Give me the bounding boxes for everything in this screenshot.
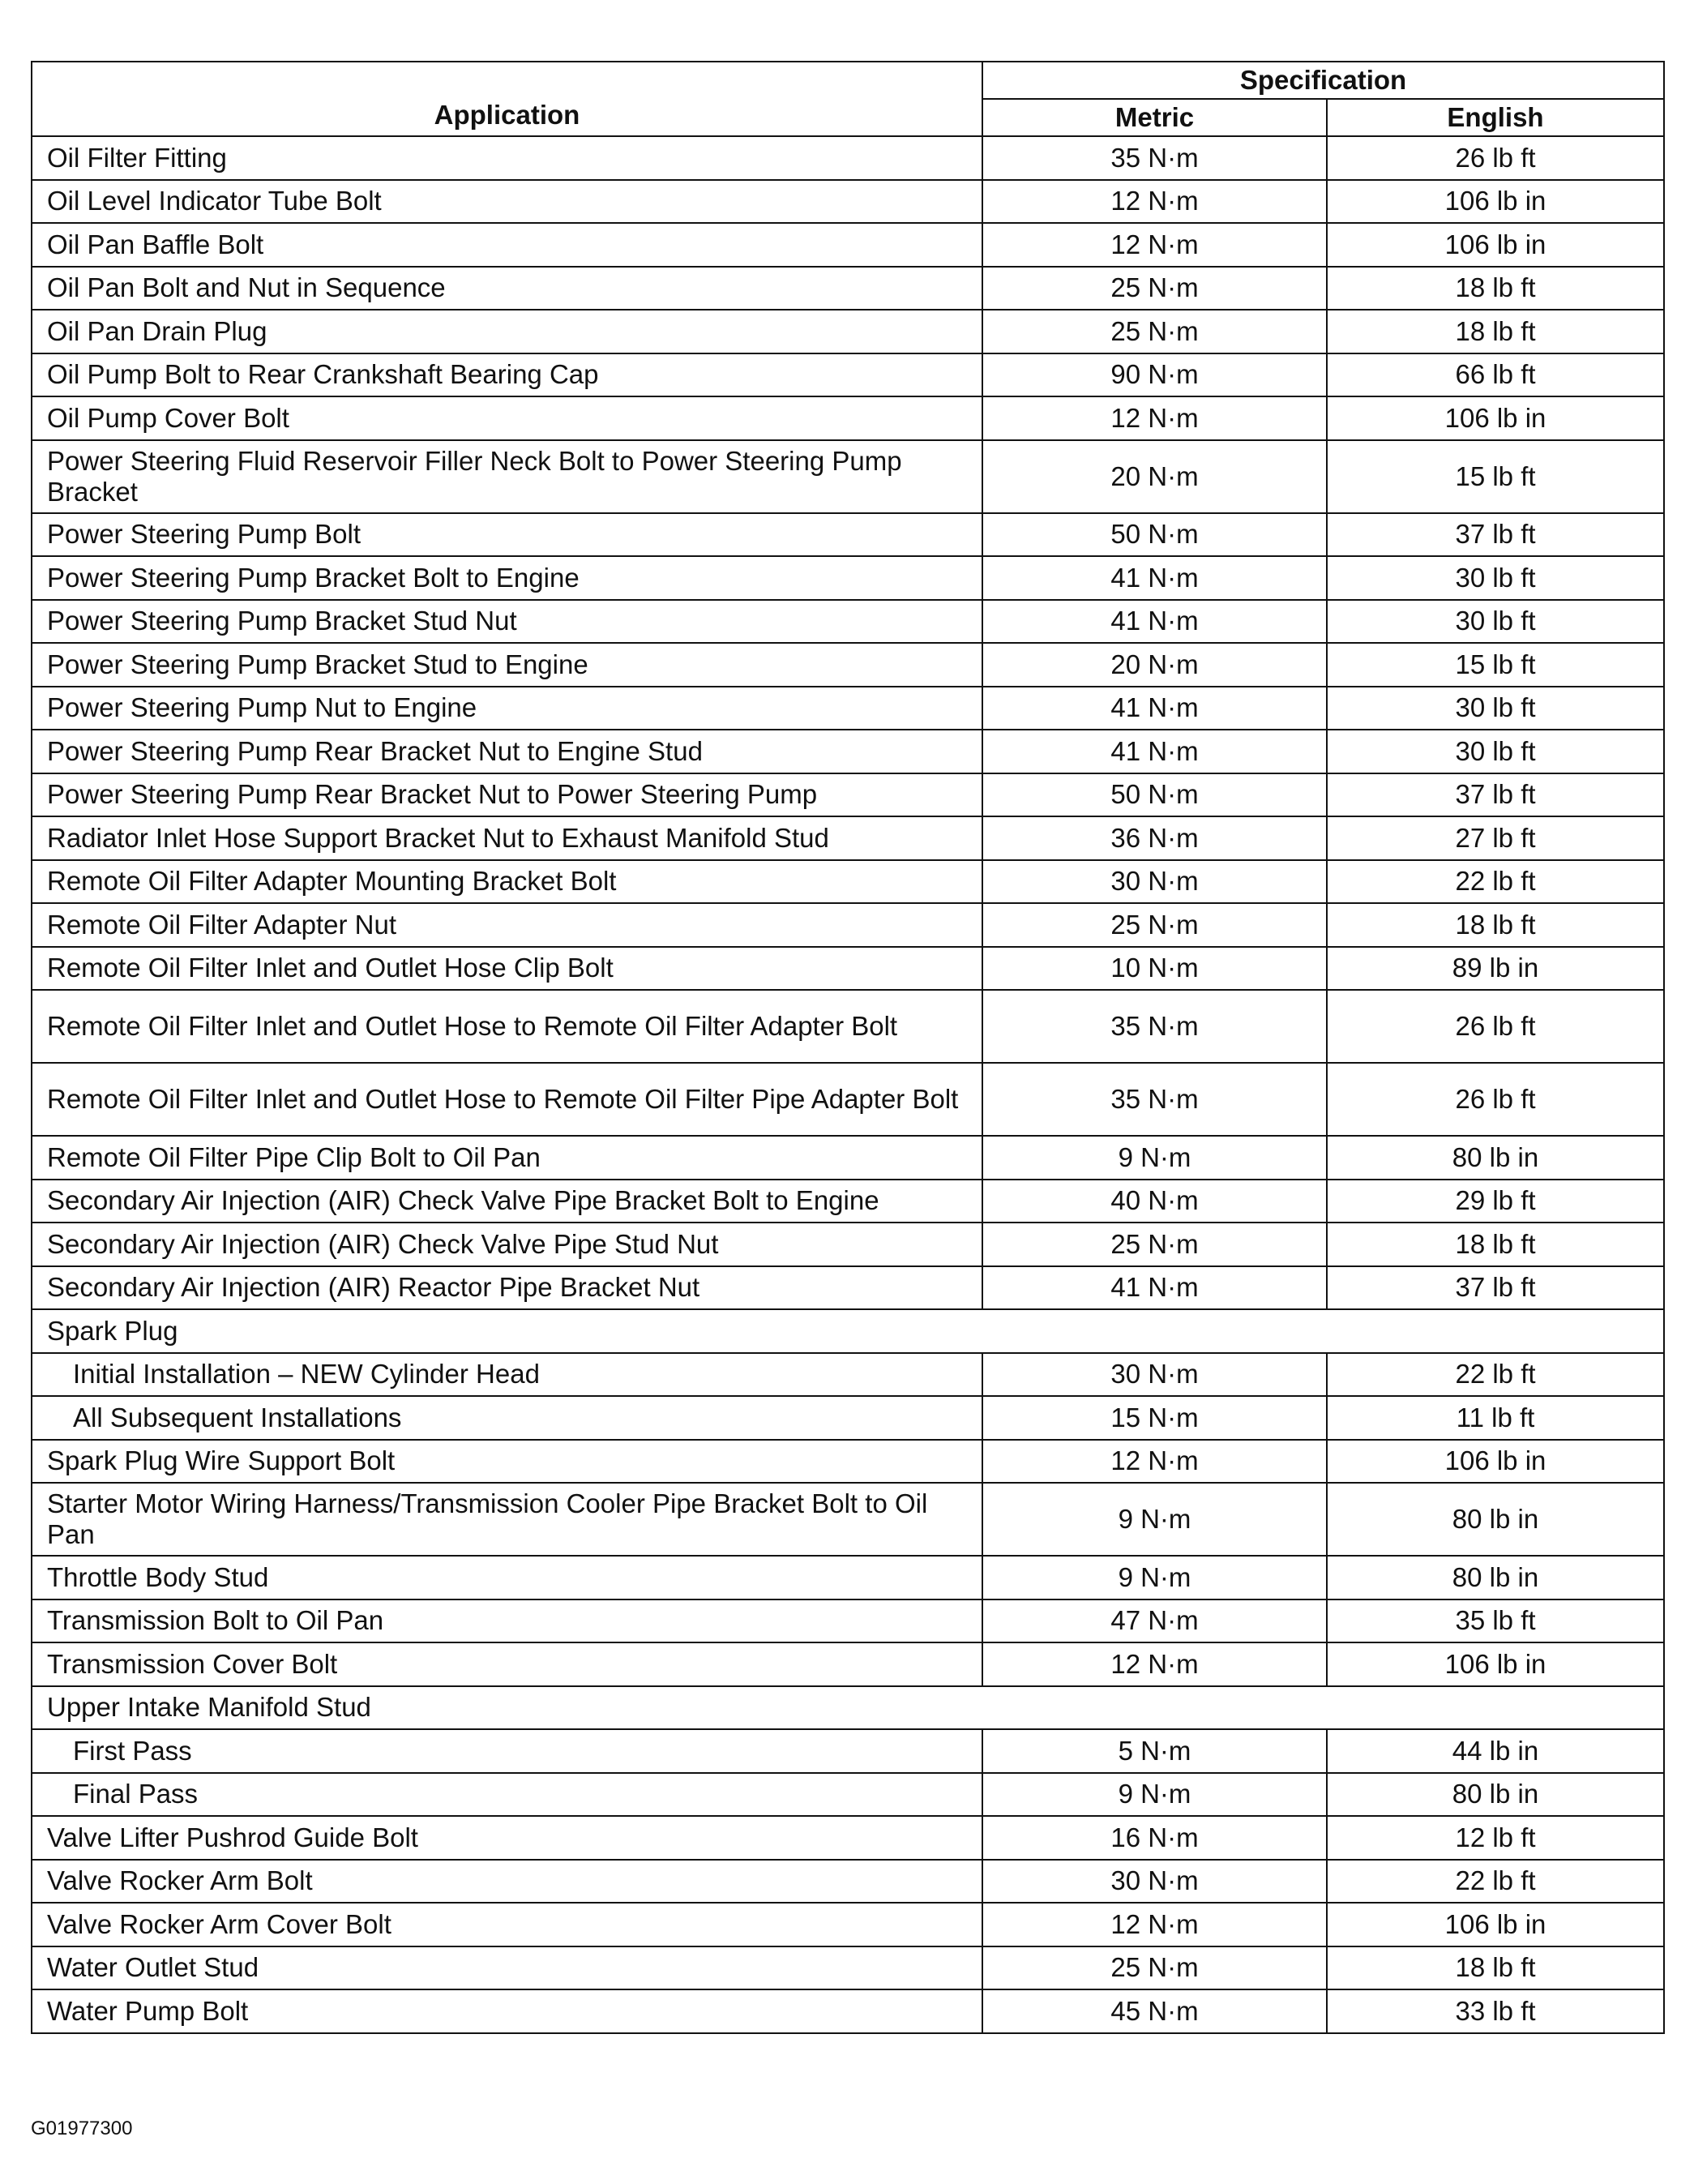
metric-cell: 25 N·m [982, 903, 1327, 947]
metric-cell: 50 N·m [982, 513, 1327, 557]
table-row [32, 990, 1664, 1063]
metric-cell: 12 N·m [982, 1903, 1327, 1946]
application-cell: Transmission Cover Bolt [32, 1642, 982, 1686]
table-row [32, 1599, 1664, 1643]
english-cell: 106 lb in [1327, 1440, 1664, 1484]
table-row [32, 1989, 1664, 2033]
metric-cell: 15 N·m [982, 1396, 1327, 1440]
metric-cell: 9 N·m [982, 1773, 1327, 1817]
table-row [32, 600, 1664, 644]
application-cell: Radiator Inlet Hose Support Bracket Nut to Exhaust Manifold Stud [32, 816, 982, 860]
english-cell: 29 lb ft [1327, 1180, 1664, 1223]
application-cell: Initial Installation – NEW Cylinder Head [32, 1353, 982, 1397]
english-cell: 11 lb ft [1327, 1396, 1664, 1440]
english-cell: 37 lb ft [1327, 1266, 1664, 1310]
english-cell: 26 lb ft [1327, 136, 1664, 180]
application-cell: Power Steering Pump Bracket Bolt to Engine [32, 556, 982, 600]
english-cell: 33 lb ft [1327, 1989, 1664, 2033]
english-cell: 18 lb ft [1327, 310, 1664, 353]
header-english: English [1327, 99, 1664, 136]
metric-cell: 50 N·m [982, 773, 1327, 817]
application-cell: Remote Oil Filter Inlet and Outlet Hose to Remote Oil Filter Pipe Adapter Bolt [32, 1063, 982, 1136]
application-cell: Oil Pump Bolt to Rear Crankshaft Bearing Cap [32, 353, 982, 397]
metric-cell: 45 N·m [982, 1989, 1327, 2033]
metric-cell: 35 N·m [982, 136, 1327, 180]
table-row [32, 513, 1664, 557]
application-cell: Secondary Air Injection (AIR) Check Valve Pipe Bracket Bolt to Engine [32, 1180, 982, 1223]
english-cell: 89 lb in [1327, 947, 1664, 991]
metric-cell: 12 N·m [982, 396, 1327, 440]
metric-cell: 41 N·m [982, 1266, 1327, 1310]
application-cell: Power Steering Pump Bracket Stud Nut [32, 600, 982, 644]
application-cell: Oil Pan Baffle Bolt [32, 223, 982, 267]
table-row [32, 1396, 1664, 1440]
application-cell: Power Steering Fluid Reservoir Filler Neck Bolt to Power Steering Pump Bracket [32, 440, 982, 513]
metric-cell: 40 N·m [982, 1180, 1327, 1223]
table-row [32, 556, 1664, 600]
table-row [32, 267, 1664, 310]
application-cell: Power Steering Pump Bracket Stud to Engine [32, 643, 982, 687]
english-cell: 66 lb ft [1327, 353, 1664, 397]
english-cell: 80 lb in [1327, 1556, 1664, 1599]
table-row [32, 1903, 1664, 1946]
english-cell: 80 lb in [1327, 1483, 1664, 1556]
table-row [32, 310, 1664, 353]
table-row [32, 903, 1664, 947]
table-row [32, 440, 1664, 513]
metric-cell: 47 N·m [982, 1599, 1327, 1643]
english-cell: 27 lb ft [1327, 816, 1664, 860]
metric-cell: 41 N·m [982, 730, 1327, 773]
application-cell: Remote Oil Filter Adapter Mounting Bracket Bolt [32, 860, 982, 904]
table-row [32, 730, 1664, 773]
application-cell: Oil Pan Bolt and Nut in Sequence [32, 267, 982, 310]
metric-cell: 30 N·m [982, 860, 1327, 904]
application-cell: Oil Filter Fitting [32, 136, 982, 180]
table-row [32, 353, 1664, 397]
table-row [32, 1946, 1664, 1990]
metric-cell: 9 N·m [982, 1483, 1327, 1556]
application-cell: Oil Pump Cover Bolt [32, 396, 982, 440]
english-cell: 22 lb ft [1327, 860, 1664, 904]
table-row [32, 643, 1664, 687]
application-cell: Starter Motor Wiring Harness/Transmission Cooler Pipe Bracket Bolt to Oil Pan [32, 1483, 982, 1556]
group-label: Spark Plug [32, 1309, 1664, 1353]
english-cell: 106 lb in [1327, 1903, 1664, 1946]
english-cell: 22 lb ft [1327, 1353, 1664, 1397]
table-row [32, 1642, 1664, 1686]
figure-id: G01977300 [31, 2118, 133, 2139]
header-specification: Specification [982, 62, 1664, 99]
table-group-row [32, 1309, 1664, 1353]
table-row [32, 1136, 1664, 1180]
application-cell: Remote Oil Filter Adapter Nut [32, 903, 982, 947]
metric-cell: 25 N·m [982, 1223, 1327, 1266]
application-cell: All Subsequent Installations [32, 1396, 982, 1440]
english-cell: 18 lb ft [1327, 1223, 1664, 1266]
table-row [32, 816, 1664, 860]
metric-cell: 36 N·m [982, 816, 1327, 860]
metric-cell: 5 N·m [982, 1729, 1327, 1773]
table-row [32, 1556, 1664, 1599]
table-row [32, 180, 1664, 224]
table-row [32, 136, 1664, 180]
metric-cell: 12 N·m [982, 1642, 1327, 1686]
table-row [32, 1860, 1664, 1904]
english-cell: 30 lb ft [1327, 730, 1664, 773]
english-cell: 18 lb ft [1327, 267, 1664, 310]
english-cell: 106 lb in [1327, 223, 1664, 267]
metric-cell: 30 N·m [982, 1353, 1327, 1397]
english-cell: 18 lb ft [1327, 903, 1664, 947]
metric-cell: 25 N·m [982, 267, 1327, 310]
metric-cell: 35 N·m [982, 990, 1327, 1063]
english-cell: 30 lb ft [1327, 556, 1664, 600]
english-cell: 35 lb ft [1327, 1599, 1664, 1643]
application-cell: First Pass [32, 1729, 982, 1773]
english-cell: 26 lb ft [1327, 1063, 1664, 1136]
table-group-row [32, 1686, 1664, 1730]
metric-cell: 41 N·m [982, 600, 1327, 644]
table-row [32, 1483, 1664, 1556]
english-cell: 106 lb in [1327, 396, 1664, 440]
metric-cell: 25 N·m [982, 310, 1327, 353]
application-cell: Oil Level Indicator Tube Bolt [32, 180, 982, 224]
english-cell: 44 lb in [1327, 1729, 1664, 1773]
metric-cell: 9 N·m [982, 1136, 1327, 1180]
metric-cell: 9 N·m [982, 1556, 1327, 1599]
application-cell: Secondary Air Injection (AIR) Reactor Pipe Bracket Nut [32, 1266, 982, 1310]
table-row [32, 1816, 1664, 1860]
table-row [32, 947, 1664, 991]
table-row [32, 223, 1664, 267]
application-cell: Remote Oil Filter Inlet and Outlet Hose to Remote Oil Filter Adapter Bolt [32, 990, 982, 1063]
application-cell: Transmission Bolt to Oil Pan [32, 1599, 982, 1643]
application-cell: Spark Plug Wire Support Bolt [32, 1440, 982, 1484]
application-cell: Water Outlet Stud [32, 1946, 982, 1990]
application-cell: Valve Lifter Pushrod Guide Bolt [32, 1816, 982, 1860]
table-row [32, 1353, 1664, 1397]
table-row [32, 860, 1664, 904]
application-cell: Power Steering Pump Nut to Engine [32, 687, 982, 730]
english-cell: 30 lb ft [1327, 600, 1664, 644]
table-row [32, 1440, 1664, 1484]
metric-cell: 30 N·m [982, 1860, 1327, 1904]
table-row [32, 687, 1664, 730]
table-row [32, 1223, 1664, 1266]
header-application: Application [32, 62, 982, 136]
application-cell: Remote Oil Filter Pipe Clip Bolt to Oil Pan [32, 1136, 982, 1180]
english-cell: 37 lb ft [1327, 773, 1664, 817]
application-cell: Final Pass [32, 1773, 982, 1817]
english-cell: 80 lb in [1327, 1136, 1664, 1180]
table-row [32, 1266, 1664, 1310]
english-cell: 80 lb in [1327, 1773, 1664, 1817]
english-cell: 15 lb ft [1327, 643, 1664, 687]
application-cell: Power Steering Pump Rear Bracket Nut to Power Steering Pump [32, 773, 982, 817]
table-row [32, 1729, 1664, 1773]
table-row [32, 1180, 1664, 1223]
table-row [32, 1063, 1664, 1136]
metric-cell: 12 N·m [982, 1440, 1327, 1484]
metric-cell: 12 N·m [982, 180, 1327, 224]
english-cell: 106 lb in [1327, 180, 1664, 224]
group-label: Upper Intake Manifold Stud [32, 1686, 1664, 1730]
application-cell: Valve Rocker Arm Cover Bolt [32, 1903, 982, 1946]
table-row [32, 773, 1664, 817]
english-cell: 15 lb ft [1327, 440, 1664, 513]
metric-cell: 41 N·m [982, 556, 1327, 600]
application-cell: Secondary Air Injection (AIR) Check Valve Pipe Stud Nut [32, 1223, 982, 1266]
metric-cell: 25 N·m [982, 1946, 1327, 1990]
fastener-spec-table [31, 61, 1665, 2034]
metric-cell: 10 N·m [982, 947, 1327, 991]
application-cell: Throttle Body Stud [32, 1556, 982, 1599]
english-cell: 18 lb ft [1327, 1946, 1664, 1990]
english-cell: 22 lb ft [1327, 1860, 1664, 1904]
application-cell: Power Steering Pump Bolt [32, 513, 982, 557]
metric-cell: 20 N·m [982, 643, 1327, 687]
metric-cell: 41 N·m [982, 687, 1327, 730]
english-cell: 12 lb ft [1327, 1816, 1664, 1860]
application-cell: Water Pump Bolt [32, 1989, 982, 2033]
spec-table-body [32, 136, 1664, 2033]
english-cell: 37 lb ft [1327, 513, 1664, 557]
metric-cell: 20 N·m [982, 440, 1327, 513]
table-row [32, 396, 1664, 440]
metric-cell: 16 N·m [982, 1816, 1327, 1860]
application-cell: Remote Oil Filter Inlet and Outlet Hose Clip Bolt [32, 947, 982, 991]
application-cell: Oil Pan Drain Plug [32, 310, 982, 353]
table-row [32, 1773, 1664, 1817]
application-cell: Valve Rocker Arm Bolt [32, 1860, 982, 1904]
english-cell: 26 lb ft [1327, 990, 1664, 1063]
application-cell: Power Steering Pump Rear Bracket Nut to Engine Stud [32, 730, 982, 773]
metric-cell: 90 N·m [982, 353, 1327, 397]
header-metric: Metric [982, 99, 1327, 136]
english-cell: 106 lb in [1327, 1642, 1664, 1686]
metric-cell: 12 N·m [982, 223, 1327, 267]
metric-cell: 35 N·m [982, 1063, 1327, 1136]
english-cell: 30 lb ft [1327, 687, 1664, 730]
